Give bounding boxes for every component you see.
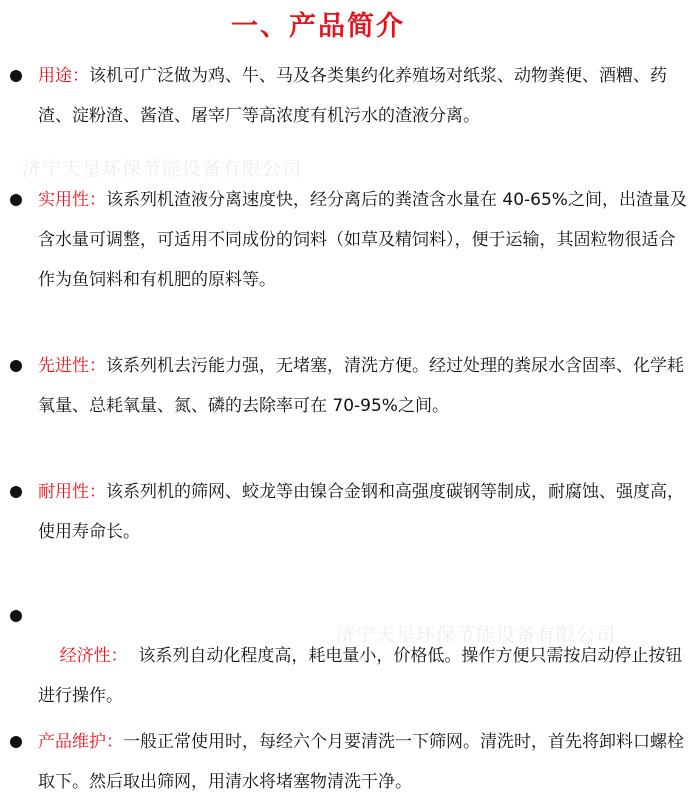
item-label: 用途: [38, 66, 72, 86]
item-text: [38, 180, 688, 300]
item-separator: ：: [110, 646, 128, 666]
item-body: 一般正常使用时，每经六个月要清洗一下筛网。清洗时，首先将卸料口螺栓取下。然后取出筛网，用清水将堵塞物清洗干净。: [38, 732, 684, 792]
bullet-icon: [10, 736, 22, 748]
item-separator: ：: [89, 356, 106, 376]
page-title: 一、产品简介: [231, 11, 405, 42]
item-body: 该系列机渣液分离速度快，经分离后的粪渣含水量在 40-65%之间，出渣量及含水量可调整，可适用不同成份的饲料（如草及精饲料），便于运输，其固粒物很适合作为鱼饲料和有机肥的原料等。: [38, 190, 687, 290]
watermark-2: 济宁天呈环保节能设备有限公司: [336, 624, 617, 646]
item-label: 先进性: [38, 356, 89, 376]
item-body: 该系列机的筛网、蛟龙等由镍合金钢和高强度碳钢等制成，耐腐蚀、强度高，使用寿命长。: [38, 482, 684, 542]
item-separator: ：: [89, 190, 106, 210]
item-separator: ：: [72, 66, 89, 86]
item-label: 实用性: [38, 190, 89, 210]
item-body: 该系列机去污能力强，无堵塞，清洗方便。经过处理的粪尿水含固率、化学耗氧量、总耗氧量、氮、磷的去除率可在 70-95%之间。: [38, 356, 684, 416]
bullet-icon: [10, 70, 22, 82]
bullet-icon: [10, 360, 22, 372]
item-text: [38, 722, 688, 802]
item-text: [38, 56, 688, 136]
bullet-icon: [10, 486, 22, 498]
item-separator: ：: [89, 482, 106, 502]
item-label: 经济性: [59, 646, 111, 666]
item-body: 该机可广泛做为鸡、牛、马及各类集约化养殖场对纸浆、动物粪便、酒糟、药渣、淀粉渣、酱渣、屠宰厂等高浓度有机污水的渣液分离。: [38, 66, 667, 126]
watermark-1: 济宁天呈环保节能设备有限公司: [22, 158, 303, 180]
item-body: 该系列自动化程度高，耗电量小，价格低。操作方便只需按启动停止按钮进行操作。: [38, 646, 683, 706]
item-text: [38, 472, 688, 552]
bullet-icon: [10, 610, 22, 622]
item-text: [38, 346, 688, 426]
item-label: 产品维护: [38, 732, 106, 752]
item-label: 耐用性: [38, 482, 89, 502]
bullet-icon: [10, 194, 22, 206]
item-separator: ：: [106, 732, 123, 752]
